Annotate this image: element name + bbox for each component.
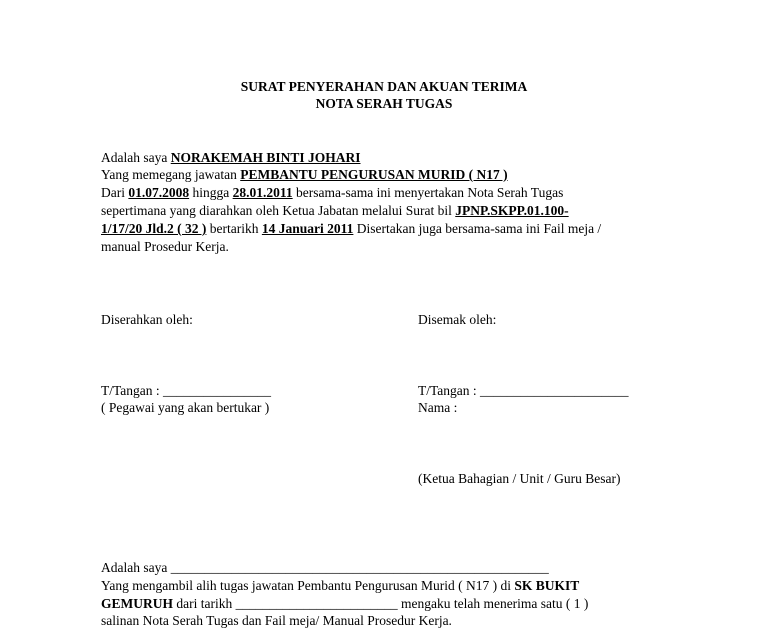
document-title-line-1: SURAT PENYERAHAN DAN AKUAN TERIMA xyxy=(240,79,528,94)
declaration-text: sepertimana yang diarahkan oleh Ketua Jabatan melalui Surat bil xyxy=(101,203,456,218)
reviewer-title-note: (Ketua Bahagian / Unit / Guru Besar) xyxy=(418,471,621,486)
acceptance-text: Yang mengambil alih tugas jawatan Pembantu Pengurusan Murid ( N17 ) di xyxy=(101,578,515,593)
acceptance-line-4: salinan Nota Serah Tugas dan Fail meja/ Manual Prosedur Kerja. xyxy=(101,613,452,628)
declaration-line-3 xyxy=(101,184,563,201)
acceptance-line-2 xyxy=(101,577,579,594)
service-start-date: 01.07.2008 xyxy=(128,185,190,200)
declaration-text: Adalah saya xyxy=(101,150,171,165)
letter-reference-cont: 1/17/20 Jld.2 ( 32 ) xyxy=(101,221,207,236)
handed-over-by-label: Diserahkan oleh: xyxy=(101,312,193,327)
acceptance-line-1: Adalah saya ________________________________________________________ xyxy=(101,560,549,575)
declaration-text: Yang memegang jawatan xyxy=(101,167,241,182)
reviewer-signature-line: T/Tangan : ______________________ xyxy=(418,383,629,398)
handover-officer-note: ( Pegawai yang akan bertukar ) xyxy=(101,400,270,415)
declaration-text: Dari xyxy=(101,185,129,200)
service-end-date: 28.01.2011 xyxy=(232,185,293,200)
declaration-line-4 xyxy=(101,202,569,219)
school-name: SK BUKIT xyxy=(514,578,580,593)
declaration-text: hingga xyxy=(189,185,233,200)
reviewer-name-label: Nama : xyxy=(418,400,458,415)
declaration-line-6: manual Prosedur Kerja. xyxy=(101,239,229,254)
declaration-line-1 xyxy=(101,149,361,166)
school-name-cont: GEMURUH xyxy=(101,596,173,611)
acceptance-text: dari tarikh ________________________ mengaku telah menerima satu ( 1 ) xyxy=(173,596,589,611)
letter-reference: JPNP.SKPP.01.100- xyxy=(455,203,569,218)
document-title-line-2: NOTA SERAH TUGAS xyxy=(315,96,453,111)
declaration-text: bertarikh xyxy=(206,221,262,236)
letter-date: 14 Januari 2011 xyxy=(261,221,354,236)
reviewed-by-label: Disemak oleh: xyxy=(418,312,497,327)
declaration-line-5 xyxy=(101,220,601,237)
acceptance-line-3 xyxy=(101,595,588,612)
declaration-line-2 xyxy=(101,166,508,183)
declaration-text: bersama-sama ini menyertakan Nota Serah Tugas xyxy=(292,185,564,200)
officer-name: NORAKEMAH BINTI JOHARI xyxy=(170,150,361,165)
declaration-text: Disertakan juga bersama-sama ini Fail meja / xyxy=(353,221,602,236)
handover-signature-line: T/Tangan : ________________ xyxy=(101,383,272,398)
officer-position: PEMBANTU PENGURUSAN MURID ( N17 ) xyxy=(240,167,508,182)
